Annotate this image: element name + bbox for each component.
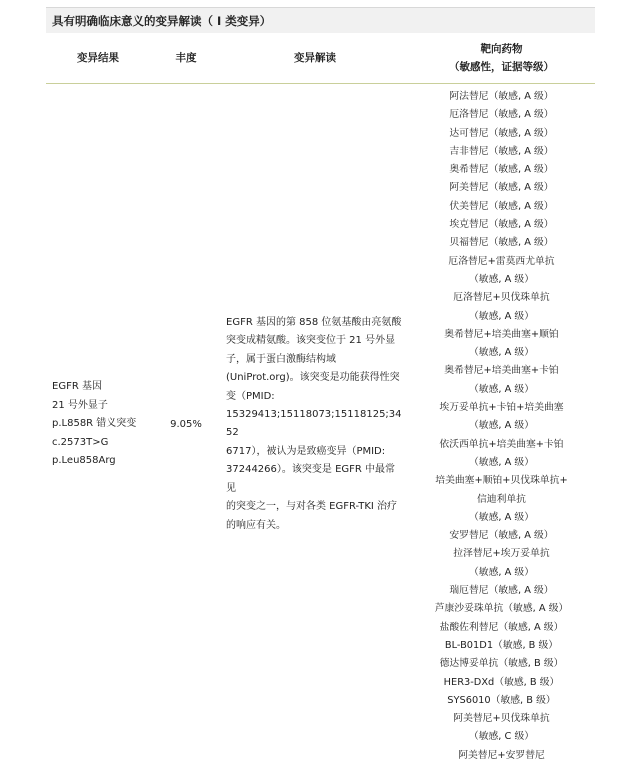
abundance-cell: 9.05% <box>170 418 202 430</box>
drug-line: 吉非替尼（敏感, A 级） <box>449 145 554 157</box>
interpretation-line: 6717），被认为是致癌变异（PMID: <box>226 445 386 457</box>
drug-line: SYS6010（敏感, B 级） <box>447 694 556 706</box>
drug-line: （敏感, A 级） <box>468 273 535 285</box>
drug-line: 贝福替尼（敏感, A 级） <box>449 237 554 249</box>
header-abundance: 丰度 <box>150 33 222 84</box>
drug-line: （敏感, A 级） <box>468 511 535 523</box>
result-line: 21 号外显子 p.L858R 错义突变 <box>52 399 137 430</box>
interpretation-cell <box>222 84 408 765</box>
section-title: 具有明确临床意义的变异解读（ I 类变异） <box>46 7 595 33</box>
drug-line: 拉泽替尼+埃万妥单抗 <box>453 548 550 560</box>
drug-line: 阿美替尼+贝伐珠单抗 <box>453 713 550 725</box>
drug-line: 厄洛替尼（敏感, A 级） <box>449 109 554 121</box>
interpretation-line: 变（PMID: <box>226 390 275 402</box>
header-drugs-subtitle: （敏感性，证据等级） <box>449 61 554 73</box>
drug-line: 依沃西单抗+培美曲塞+卡铂 <box>439 438 564 450</box>
drug-line: 阿法替尼（敏感, A 级） <box>449 91 554 102</box>
variant-result-cell <box>46 84 150 765</box>
header-drugs <box>408 33 595 84</box>
drug-line: 瑞厄替尼（敏感, A 级） <box>449 585 554 597</box>
drug-line: 信迪利单抗 <box>477 493 526 505</box>
result-line: c.2573T>G <box>52 436 109 448</box>
interpretation-line: 突变成精氨酸。该突变位于 21 号外显 <box>226 335 396 347</box>
interpretation-line: (UniProt.org)。该突变是功能获得性突 <box>226 372 400 384</box>
drug-line: 伏美替尼（敏感, A 级） <box>449 200 554 212</box>
drug-line: 厄洛替尼+雷莫西尤单抗 <box>448 255 555 267</box>
drug-line: 阿美替尼+安罗替尼 <box>458 749 545 761</box>
drug-line: BL-B01D1（敏感, B 级） <box>444 639 559 651</box>
header-interpretation: 变异解读 <box>222 33 408 84</box>
drug-line: 安罗替尼（敏感, A 级） <box>449 530 554 542</box>
drug-line: 厄洛替尼+贝伐珠单抗 <box>453 292 550 304</box>
drug-line: 埃克替尼（敏感, A 级） <box>449 219 554 231</box>
drug-line: （敏感, A 级） <box>468 347 535 359</box>
drug-line: 埃万妥单抗+卡铂+培美曲塞 <box>439 402 564 414</box>
interpretation-line: 37244266）。该突变是 EGFR 中最常见 <box>226 464 396 494</box>
drug-line: 奥希替尼+培美曲塞+卡铂 <box>444 365 559 377</box>
drug-line: HER3-DXd（敏感, B 级） <box>443 676 560 688</box>
drug-line: （敏感, C 级） <box>468 731 535 743</box>
drug-line: 盐酸佐利替尼（敏感, A 级） <box>439 621 564 633</box>
interpretation-line: 15329413;15118073;15118125;3452 <box>226 409 402 439</box>
drug-line: 奥希替尼+培美曲塞+顺铂 <box>444 328 559 340</box>
variant-table <box>46 33 595 765</box>
result-line: EGFR 基因 <box>52 381 102 393</box>
interpretation-line: EGFR 基因的第 858 位氨基酸由亮氨酸 <box>226 317 402 329</box>
drug-line: （敏感, A 级） <box>468 456 535 468</box>
result-line: p.Leu858Arg <box>52 455 116 467</box>
drug-line: 德达博妥单抗（敏感, B 级） <box>439 658 564 670</box>
drug-line: （敏感, A 级） <box>468 566 535 578</box>
drug-line: 芦康沙妥珠单抗（敏感, A 级） <box>434 603 569 615</box>
drug-line: 奥希替尼（敏感, A 级） <box>449 164 554 176</box>
interpretation-line: 子，属于蛋白激酶结构域 <box>226 353 336 365</box>
drug-line: 阿美替尼（敏感, A 级） <box>449 182 554 194</box>
targeted-drugs-cell <box>408 84 595 765</box>
drug-line: （敏感, A 级） <box>468 383 535 395</box>
interpretation-line: 的突变之一，与对各类 EGFR-TKI 治疗 <box>226 501 398 513</box>
drug-line: （敏感, A 级） <box>468 420 535 432</box>
header-drugs-title: 靶向药物 <box>480 43 523 55</box>
drug-line: 达可替尼（敏感, A 级） <box>449 127 554 139</box>
table-row <box>46 84 595 765</box>
table-header-row <box>46 33 595 84</box>
drug-line: 培美曲塞+顺铂+贝伐珠单抗+ <box>435 475 568 487</box>
header-result: 变异结果 <box>46 33 150 84</box>
interpretation-line: 的响应有关。 <box>226 519 286 531</box>
drug-line: （敏感, A 级） <box>468 310 535 322</box>
variant-interpretation-section <box>46 7 595 782</box>
